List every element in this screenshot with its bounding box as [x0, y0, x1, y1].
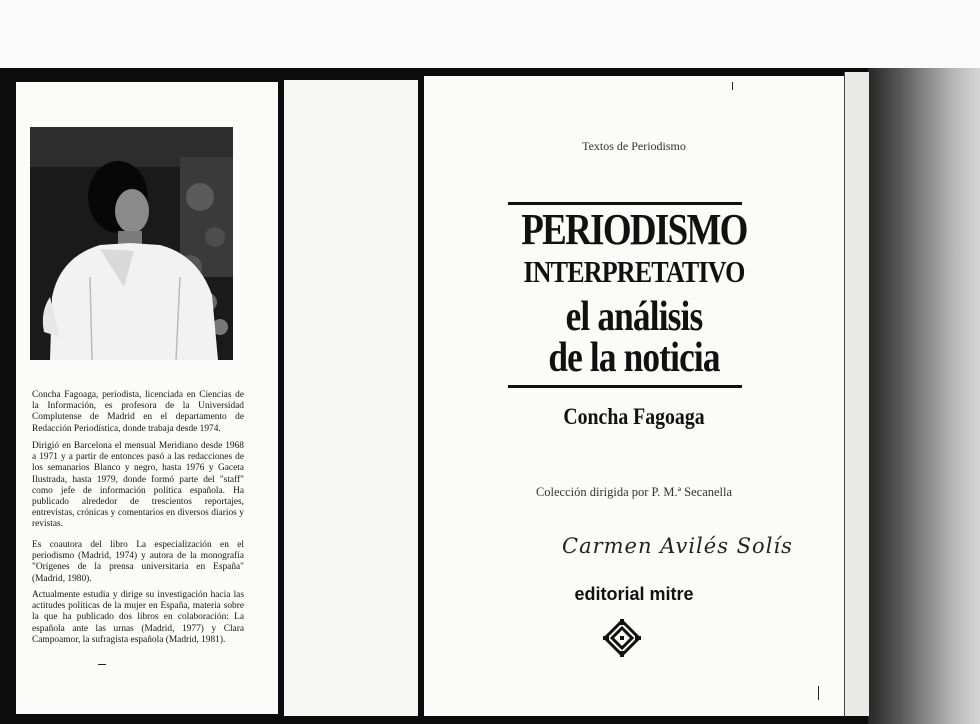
- bio-paragraph-1: Concha Fagoaga, periodista, licenciada en Ciencias de la Información, es profesora de la Universidad Complutense de Madrid en el departamento de Redacción Periodística, donde trabaja desde 1974.: [32, 390, 244, 434]
- series-name: Textos de Periodismo: [582, 139, 686, 153]
- subtitle-line-2: de la noticia: [548, 335, 720, 381]
- publisher-name: editorial mitre: [574, 584, 694, 604]
- author-name: Concha Fagoaga: [563, 404, 705, 429]
- bio-paragraph-2: Dirigió en Barcelona el mensual Meridiano desde 1968 a 1971 y a partir de entonces pasó a las redacciones de los semanarios Blanco y negro, hasta 1976 y Gaceta Ilustrada, hasta 1979, donde formó parte del "staff" como jefe de información política española. Ha publicado alrededor de trescientos reportajes, entrevistas, crónicas y comentarios en diversos diarios y revistas.: [32, 441, 244, 530]
- collection-credit: Colección dirigida por P. M.ª Secanella: [535, 485, 733, 499]
- page-edge: [844, 72, 869, 716]
- bio-paragraph-3: Es coautora del libro La especialización en el periodismo (Madrid, 1974) y autora de la monografía "Orígenes de la prensa universitaria en España" (Madrid, 1980).: [32, 540, 244, 584]
- scan-right-shadow: [868, 68, 980, 724]
- subtitle-line-1: el análisis: [565, 294, 703, 340]
- scan-background-top: [0, 0, 980, 70]
- title-line-2: INTERPRETATIVO: [523, 254, 745, 289]
- scan-speck: [818, 686, 819, 700]
- title-line-1: PERIODISMO: [521, 205, 747, 254]
- scan-speck: [732, 82, 733, 90]
- publisher-logo-icon: [603, 619, 641, 657]
- author-photo: [30, 127, 233, 360]
- handwritten-owner-name: Carmen Avilés Solís: [562, 534, 793, 558]
- middle-blank-page: [284, 80, 418, 716]
- title-rule-bottom: [508, 385, 742, 388]
- bio-paragraph-4: Actualmente estudia y dirige su investigación hacia las actitudes políticas de la mujer en España, materia sobre la que ha publicado dos libros en colaboración: La española ante las urnas (Madrid, 1977) y Clara Campoamor, la sufragista española (Madrid, 1981).: [32, 590, 244, 645]
- scan-speck: [98, 664, 106, 665]
- author-photo-illustration: [30, 127, 233, 360]
